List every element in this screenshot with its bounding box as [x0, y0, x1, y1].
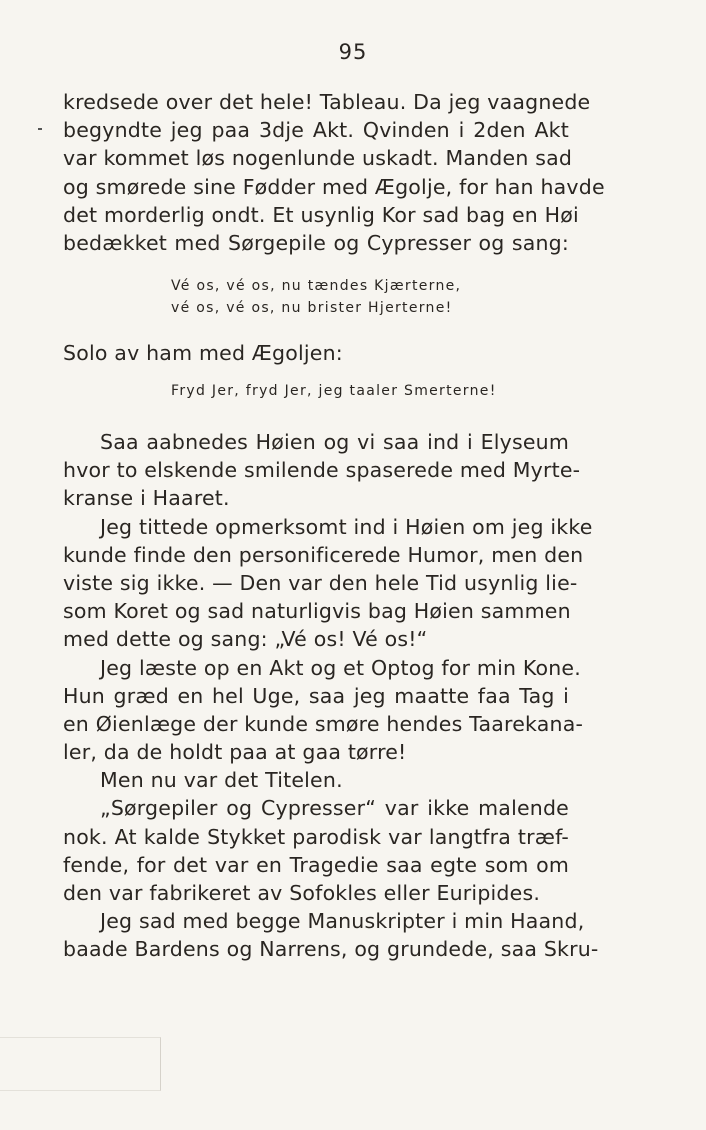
verse-line: vé os, vé os, nu brister Hjerterne! — [171, 300, 453, 316]
text-line: det morderlig ondt. Et usynlig Kor sad bag en Høi — [63, 202, 579, 227]
margin-mark — [38, 128, 42, 130]
text-line: og smørede sine Fødder med Ægolje, for han havde — [63, 174, 605, 199]
text-line: ler, da de holdt paa at gaa tørre! — [63, 740, 407, 765]
text-line: bedækket med Sørgepile og Cypresser og sang: — [63, 230, 569, 255]
text-line: nok. At kalde Stykket parodisk var langtfra træf- — [63, 824, 569, 849]
verse-chorus — [171, 275, 461, 319]
text-line: kranse i Haaret. — [63, 486, 230, 511]
text-line: Jeg læste op en Akt og et Optog for min Kone. — [100, 655, 581, 680]
text-line: „Sørgepiler og Cypresser“ var ikke malende — [100, 796, 569, 821]
verse-line: Fryd Jer, fryd Jer, jeg taaler Smerterne! — [171, 383, 497, 399]
text-line: Hun græd en hel Uge, saa jeg maatte faa Tag i — [63, 683, 569, 708]
verse-solo — [171, 380, 497, 402]
page-number: 95 — [338, 40, 368, 64]
text-line: Jeg sad med begge Manuskripter i min Haand, — [100, 909, 585, 934]
text-line: begyndte jeg paa 3dje Akt. Qvinden i 2den Akt — [63, 118, 569, 143]
text-line: fende, for det var en Tragedie saa egte som om — [63, 852, 569, 877]
text-line: Saa aabnedes Høien og vi saa ind i Elyseum — [100, 430, 569, 454]
verse-line: Vé os, vé os, nu tændes Kjærterne, — [171, 278, 462, 294]
text-line: en Øienlæge der kunde smøre hendes Taarekana- — [63, 711, 584, 736]
text-line: Solo av ham med Ægoljen: — [63, 341, 343, 365]
paragraph — [63, 428, 581, 513]
paragraph — [63, 907, 599, 963]
text-line: Men nu var det Titelen. — [100, 768, 343, 793]
paragraph — [63, 654, 584, 767]
solo-heading — [63, 339, 569, 367]
text-line: den var fabrikeret av Sofokles eller Euripides. — [63, 881, 541, 905]
text-line: Jeg tittede opmerksomt ind i Høien om jeg ikke — [100, 514, 593, 539]
text-line: kredsede over det hele! Tableau. Da jeg vaagnede — [63, 90, 591, 114]
body-text — [63, 428, 599, 964]
paragraph — [63, 513, 593, 654]
paragraph — [63, 766, 569, 794]
text-line: med dette og sang: „Vé os! Vé os!“ — [63, 627, 428, 652]
paragraph — [63, 794, 569, 907]
text-line: baade Bardens og Narrens, og grundede, saa Skru- — [63, 937, 599, 962]
text-line: som Koret og sad naturligvis bag Høien sammen — [63, 599, 571, 624]
paragraph-opening — [63, 88, 605, 257]
scan-edge — [0, 1037, 161, 1091]
text-line: hvor to elskende smilende spaserede med Myrte- — [63, 458, 581, 483]
text-line: viste sig ikke. — Den var den hele Tid usynlig lie- — [63, 570, 578, 595]
text-line: kunde finde den personificerede Humor, men den — [63, 542, 584, 567]
text-line: var kommet løs nogenlunde uskadt. Manden sad — [63, 146, 573, 171]
